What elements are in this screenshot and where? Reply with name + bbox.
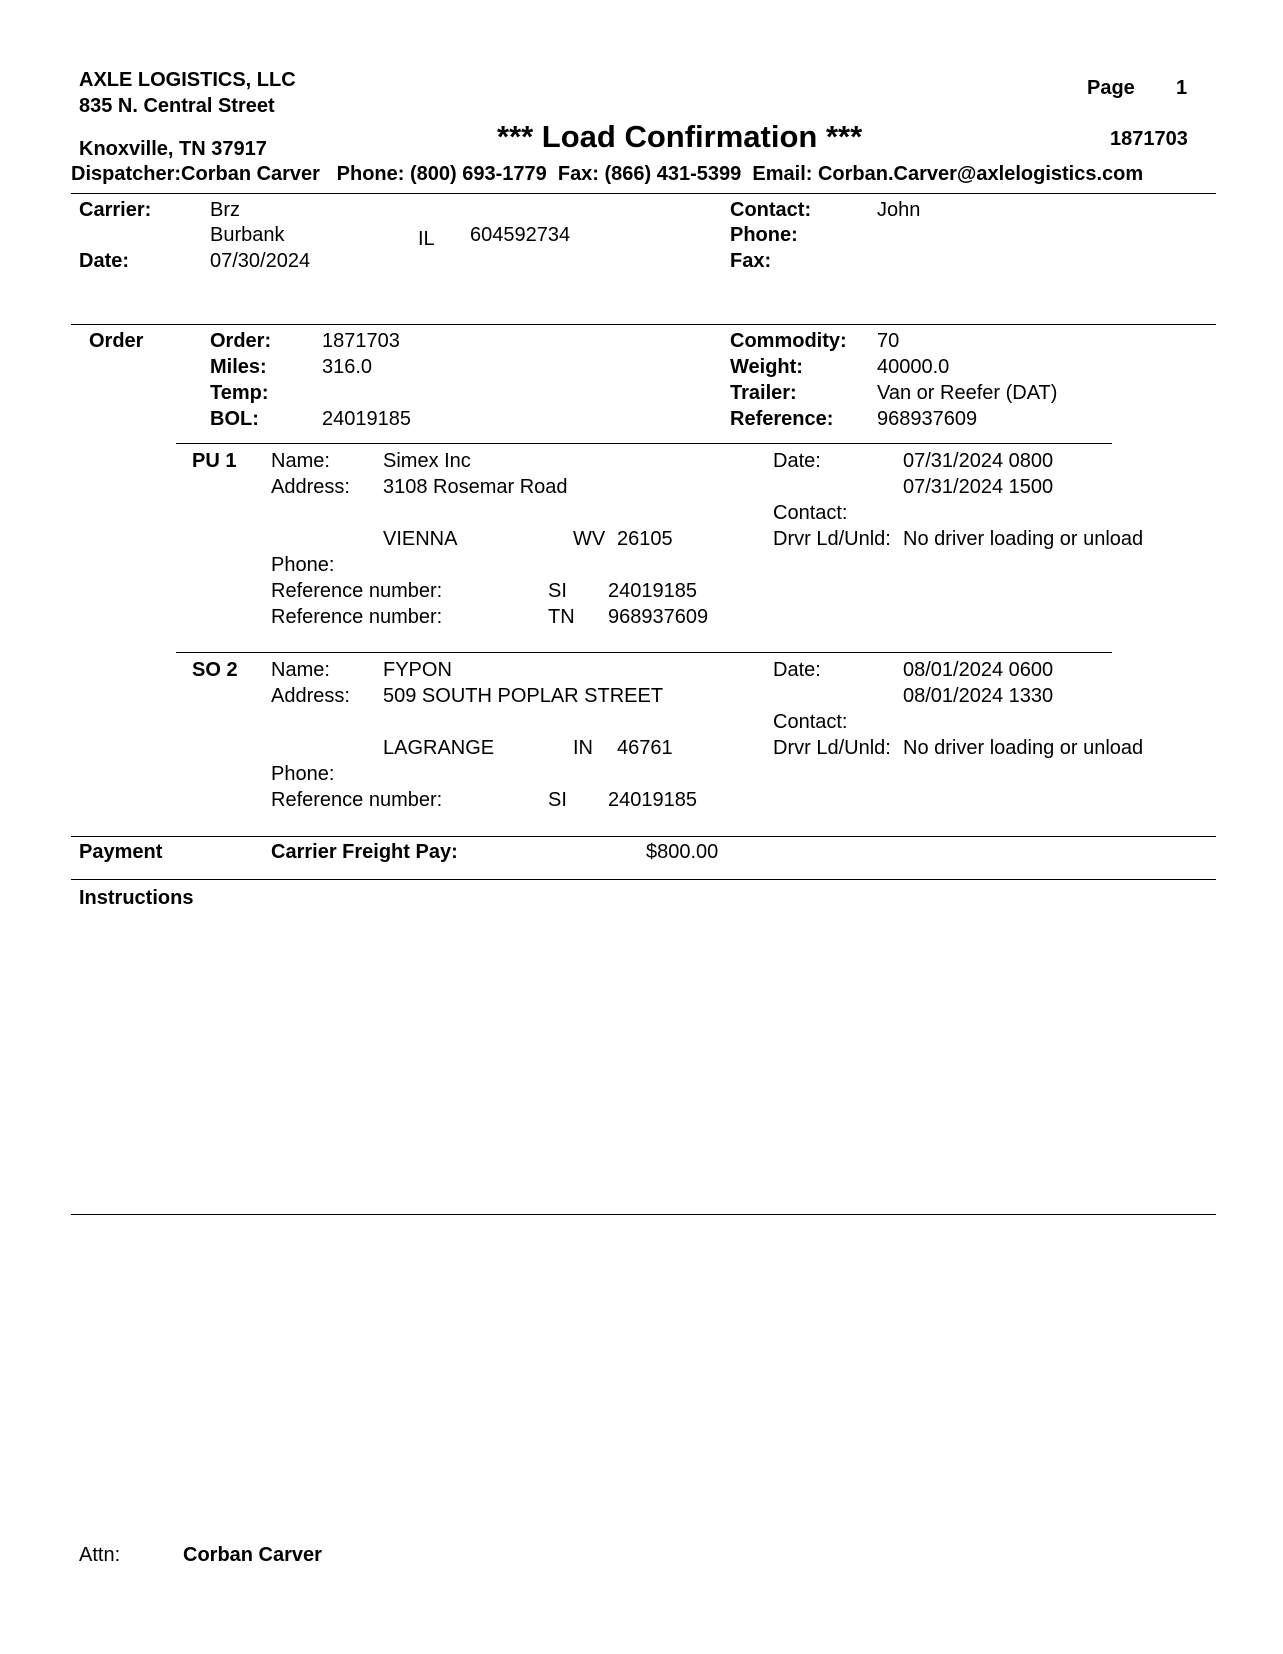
stop-address: 509 SOUTH POPLAR STREET — [383, 685, 664, 707]
driver-load-label: Drvr Ld/Unld: — [773, 528, 891, 550]
reference-value: 968937609 — [877, 408, 978, 430]
stop-date-start: 08/01/2024 0600 — [903, 659, 1054, 681]
stop-address-label: Address: — [271, 685, 350, 707]
divider — [71, 836, 1216, 837]
reference-number-label: Reference number: — [271, 606, 443, 628]
stop-date-end: 07/31/2024 1500 — [903, 476, 1054, 498]
stop-code: SO 2 — [192, 659, 238, 681]
stop-address-label: Address: — [271, 476, 350, 498]
company-city: Knoxville, TN 37917 — [79, 138, 267, 160]
stop-address: 3108 Rosemar Road — [383, 476, 568, 498]
divider — [71, 193, 1216, 194]
order-value: 1871703 — [322, 330, 400, 352]
stop-name: Simex Inc — [383, 450, 471, 472]
stop-phone-label: Phone: — [271, 554, 335, 576]
miles-label: Miles: — [210, 356, 267, 378]
stop-contact-label: Contact: — [773, 502, 848, 524]
carrier-freight-pay-value: $800.00 — [646, 841, 719, 863]
company-street: 835 N. Central Street — [79, 95, 275, 117]
document-number: 1871703 — [1110, 128, 1188, 150]
document-title: *** Load Confirmation *** — [497, 119, 863, 154]
attn-name: Corban Carver — [183, 1544, 322, 1566]
weight-value: 40000.0 — [877, 356, 950, 378]
stop-zip: 46761 — [617, 737, 673, 759]
bol-label: BOL: — [210, 408, 259, 430]
bol-value: 24019185 — [322, 408, 411, 430]
driver-load-value: No driver loading or unload — [903, 528, 1144, 550]
carrier-name: Brz — [210, 199, 240, 221]
carrier-state: IL — [418, 228, 435, 250]
reference-label: Reference: — [730, 408, 834, 430]
reference-type: TN — [548, 606, 575, 628]
divider — [176, 443, 1112, 444]
stop-city: LAGRANGE — [383, 737, 495, 759]
carrier-freight-pay-label: Carrier Freight Pay: — [271, 841, 458, 863]
carrier-city: Burbank — [210, 224, 285, 246]
driver-load-value: No driver loading or unload — [903, 737, 1144, 759]
stop-state: IN — [573, 737, 593, 759]
reference-number-label: Reference number: — [271, 789, 443, 811]
stop-name: FYPON — [383, 659, 452, 681]
miles-value: 316.0 — [322, 356, 373, 378]
carrier-number: 604592734 — [470, 224, 571, 246]
order-section-label: Order — [89, 330, 144, 352]
stop-zip: 26105 — [617, 528, 673, 550]
phone-label: Phone: — [730, 224, 798, 246]
instructions-section-label: Instructions — [79, 887, 194, 909]
stop-contact-label: Contact: — [773, 711, 848, 733]
stop-date-start: 07/31/2024 0800 — [903, 450, 1054, 472]
stop-name-label: Name: — [271, 450, 330, 472]
commodity-label: Commodity: — [730, 330, 847, 352]
order-label: Order: — [210, 330, 272, 352]
divider — [71, 324, 1216, 325]
divider — [176, 652, 1112, 653]
reference-type: SI — [548, 580, 567, 602]
carrier-contact: John — [877, 199, 921, 221]
carrier-label: Carrier: — [79, 199, 152, 221]
stop-name-label: Name: — [271, 659, 330, 681]
date-label: Date: — [79, 250, 130, 272]
payment-section-label: Payment — [79, 841, 163, 863]
commodity-value: 70 — [877, 330, 900, 352]
temp-label: Temp: — [210, 382, 269, 404]
weight-label: Weight: — [730, 356, 803, 378]
reference-number: 968937609 — [608, 606, 709, 628]
stop-city: VIENNA — [383, 528, 458, 550]
driver-load-label: Drvr Ld/Unld: — [773, 737, 891, 759]
reference-number: 24019185 — [608, 789, 697, 811]
page-number: 1 — [1176, 77, 1188, 99]
stop-state: WV — [573, 528, 606, 550]
dispatcher-line: Dispatcher:Corban Carver Phone: (800) 693-1779 Fax: (866) 431-5399 Email: Corban.Carver@axlelogistics.com — [71, 163, 1144, 185]
company-name: AXLE LOGISTICS, LLC — [79, 69, 296, 91]
stop-date-label: Date: — [773, 450, 821, 472]
contact-label: Contact: — [730, 199, 812, 221]
divider — [71, 879, 1216, 880]
reference-number: 24019185 — [608, 580, 697, 602]
fax-label: Fax: — [730, 250, 772, 272]
carrier-date: 07/30/2024 — [210, 250, 311, 272]
trailer-value: Van or Reefer (DAT) — [877, 382, 1058, 404]
trailer-label: Trailer: — [730, 382, 797, 404]
reference-type: SI — [548, 789, 567, 811]
stop-date-end: 08/01/2024 1330 — [903, 685, 1054, 707]
reference-number-label: Reference number: — [271, 580, 443, 602]
stop-date-label: Date: — [773, 659, 821, 681]
divider — [71, 1214, 1216, 1215]
stop-phone-label: Phone: — [271, 763, 335, 785]
stop-code: PU 1 — [192, 450, 237, 472]
attn-label: Attn: — [79, 1544, 121, 1566]
page-label: Page — [1087, 77, 1135, 99]
